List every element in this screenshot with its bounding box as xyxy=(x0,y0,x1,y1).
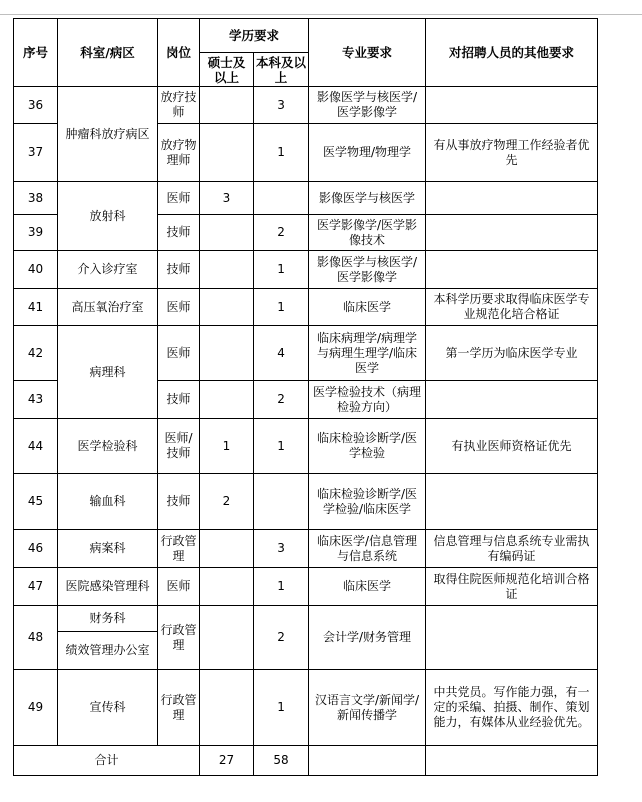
cell-bachelor: 1 xyxy=(254,568,309,606)
header-master: 硕士及以上 xyxy=(200,53,254,87)
cell-post: 技师 xyxy=(158,381,200,419)
cell-bachelor: 3 xyxy=(254,87,309,124)
cell-seq: 43 xyxy=(14,381,58,419)
cell-bachelor xyxy=(254,182,309,215)
cell-dept: 输血科 xyxy=(58,474,158,530)
cell-post: 医师 xyxy=(158,182,200,215)
cell-master xyxy=(200,606,254,670)
cell-master: 1 xyxy=(200,419,254,474)
cell-seq: 46 xyxy=(14,530,58,568)
cell-bachelor xyxy=(254,474,309,530)
cell-dept: 介入诊疗室 xyxy=(58,251,158,289)
cell-major: 临床检验诊断学/医学检验/临床医学 xyxy=(309,474,426,530)
cell-seq: 38 xyxy=(14,182,58,215)
cell-seq: 41 xyxy=(14,289,58,326)
table-row xyxy=(14,87,598,124)
cell-bachelor: 2 xyxy=(254,606,309,670)
cell-other: 第一学历为临床医学专业 xyxy=(426,326,598,381)
cell-post: 行政管理 xyxy=(158,670,200,746)
cell-seq: 42 xyxy=(14,326,58,381)
total-label: 合计 xyxy=(14,746,200,776)
cell-bachelor: 1 xyxy=(254,289,309,326)
cell-bachelor: 3 xyxy=(254,530,309,568)
table-row xyxy=(14,606,598,632)
header-edu: 学历要求 xyxy=(200,19,309,53)
cell-seq: 49 xyxy=(14,670,58,746)
cell-dept: 医院感染管理科 xyxy=(58,568,158,606)
cell-dept: 宣传科 xyxy=(58,670,158,746)
cell-seq: 37 xyxy=(14,124,58,182)
cell-dept: 病理科 xyxy=(58,326,158,419)
recruitment-table xyxy=(13,18,598,776)
table-row xyxy=(14,251,598,289)
cell-bachelor: 4 xyxy=(254,326,309,381)
cell-other: 信息管理与信息系统专业需执有编码证 xyxy=(426,530,598,568)
cell-master xyxy=(200,87,254,124)
cell-major: 汉语言文学/新闻学/新闻传播学 xyxy=(309,670,426,746)
cell-other: 中共党员。写作能力强，有一定的采编、拍摄、制作、策划能力，有媒体从业经验优先。 xyxy=(426,670,598,746)
cell-dept: 放射科 xyxy=(58,182,158,251)
cell-major: 医学物理/物理学 xyxy=(309,124,426,182)
cell-dept: 肿瘤科放疗病区 xyxy=(58,87,158,182)
header-other: 对招聘人员的其他要求 xyxy=(426,19,598,87)
header-post: 岗位 xyxy=(158,19,200,87)
header-row xyxy=(14,19,598,53)
cell-other: 有执业医师资格证优先 xyxy=(426,419,598,474)
cell-post: 技师 xyxy=(158,474,200,530)
cell-post: 放疗物理师 xyxy=(158,124,200,182)
cell-post: 技师 xyxy=(158,215,200,251)
header-bachelor: 本科及以上 xyxy=(254,53,309,87)
cell-master: 3 xyxy=(200,182,254,215)
cell-major: 影像医学与核医学/医学影像学 xyxy=(309,251,426,289)
cell-major: 临床检验诊断学/医学检验 xyxy=(309,419,426,474)
cell-major: 临床医学 xyxy=(309,289,426,326)
cell-post: 放疗技师 xyxy=(158,87,200,124)
total-master: 27 xyxy=(200,746,254,776)
header-dept: 科室/病区 xyxy=(58,19,158,87)
cell-master: 2 xyxy=(200,474,254,530)
cell-post: 行政管理 xyxy=(158,606,200,670)
cell-dept: 医学检验科 xyxy=(58,419,158,474)
table-row xyxy=(14,182,598,215)
table-row xyxy=(14,568,598,606)
total-major-empty xyxy=(309,746,426,776)
cell-master xyxy=(200,124,254,182)
cell-master xyxy=(200,670,254,746)
cell-dept: 财务科 xyxy=(58,606,158,632)
cell-other xyxy=(426,474,598,530)
cell-other: 取得住院医师规范化培训合格证 xyxy=(426,568,598,606)
cell-major: 影像医学与核医学/医学影像学 xyxy=(309,87,426,124)
total-other-empty xyxy=(426,746,598,776)
cell-other: 有从事放疗物理工作经验者优先 xyxy=(426,124,598,182)
cell-bachelor: 1 xyxy=(254,419,309,474)
header-major: 专业要求 xyxy=(309,19,426,87)
table-row xyxy=(14,474,598,530)
table-row xyxy=(14,670,598,746)
cell-post: 医师 xyxy=(158,326,200,381)
cell-bachelor: 1 xyxy=(254,124,309,182)
cell-seq: 36 xyxy=(14,87,58,124)
cell-seq: 40 xyxy=(14,251,58,289)
cell-other xyxy=(426,87,598,124)
cell-master xyxy=(200,289,254,326)
cell-other xyxy=(426,251,598,289)
cell-master xyxy=(200,568,254,606)
cell-post: 医师/技师 xyxy=(158,419,200,474)
cell-major: 会计学/财务管理 xyxy=(309,606,426,670)
cell-master xyxy=(200,251,254,289)
cell-post: 医师 xyxy=(158,289,200,326)
cell-other xyxy=(426,215,598,251)
cell-bachelor: 1 xyxy=(254,251,309,289)
cell-other: 本科学历要求取得临床医学专业规范化培合格证 xyxy=(426,289,598,326)
total-row xyxy=(14,746,598,776)
cell-major: 影像医学与核医学 xyxy=(309,182,426,215)
cell-dept-secondary: 绩效管理办公室 xyxy=(58,632,158,670)
cell-seq: 45 xyxy=(14,474,58,530)
cell-major: 医学检验技术（病理检验方向） xyxy=(309,381,426,419)
cell-dept: 高压氧治疗室 xyxy=(58,289,158,326)
cell-master xyxy=(200,381,254,419)
cell-other xyxy=(426,182,598,215)
cell-major: 临床医学/信息管理与信息系统 xyxy=(309,530,426,568)
table-row xyxy=(14,289,598,326)
cell-other xyxy=(426,606,598,670)
cell-major: 临床病理学/病理学与病理生理学/临床医学 xyxy=(309,326,426,381)
table-row xyxy=(14,530,598,568)
cell-master xyxy=(200,530,254,568)
cell-dept: 病案科 xyxy=(58,530,158,568)
cell-seq: 47 xyxy=(14,568,58,606)
cell-seq: 48 xyxy=(14,606,58,670)
cell-major: 医学影像学/医学影像技术 xyxy=(309,215,426,251)
cell-bachelor: 2 xyxy=(254,215,309,251)
cell-bachelor: 1 xyxy=(254,670,309,746)
cell-post: 医师 xyxy=(158,568,200,606)
cell-major: 临床医学 xyxy=(309,568,426,606)
cell-other xyxy=(426,381,598,419)
header-seq: 序号 xyxy=(14,19,58,87)
cell-seq: 44 xyxy=(14,419,58,474)
cell-bachelor: 2 xyxy=(254,381,309,419)
table-row xyxy=(14,419,598,474)
total-bachelor: 58 xyxy=(254,746,309,776)
cell-seq: 39 xyxy=(14,215,58,251)
cell-master xyxy=(200,326,254,381)
page-top-rule xyxy=(0,14,642,15)
cell-post: 行政管理 xyxy=(158,530,200,568)
cell-post: 技师 xyxy=(158,251,200,289)
cell-master xyxy=(200,215,254,251)
table-row xyxy=(14,326,598,381)
